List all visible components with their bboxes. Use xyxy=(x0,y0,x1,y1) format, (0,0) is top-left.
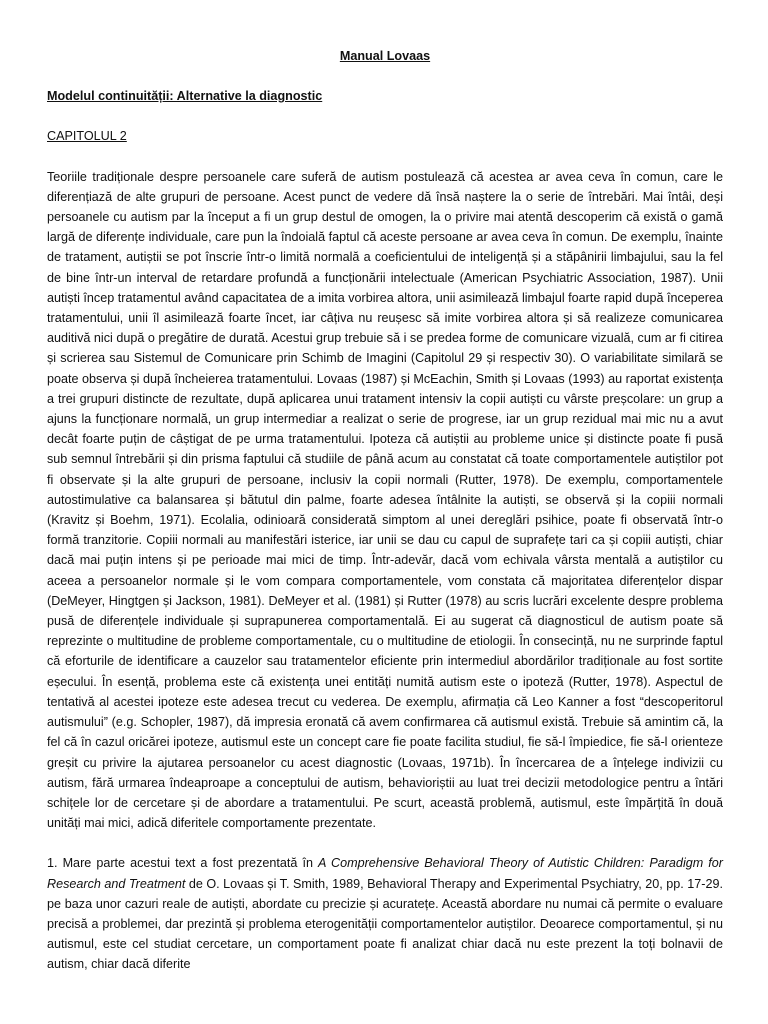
document-title: Manual Lovaas xyxy=(339,49,431,63)
chapter-heading: CAPITOLUL 2 xyxy=(47,129,127,144)
footnote-rest: de O. Lovaas și T. Smith, 1989, Behavioral Therapy and Experimental Psychiatry, 20, pp. 17-29. pe baza unor cazuri reale de autiști, abordate cu precizie și acuratețe. Această abordare nu numai că permite o evaluare precisă a problemei, dar prezintă și problema eterogenității comportamentelor autiștilor. Deoarece comportamentul, și nu autismul, este cel studiat cercetare, un comportament poate fi analizat chiar dacă nu este prezent la toți bolnavii de autism, chiar dacă diferite xyxy=(47,876,724,972)
footnote-prefix: 1. Mare parte acestui text a fost prezentată în xyxy=(47,856,319,871)
body-paragraph: Teoriile tradiționale despre persoanele care suferă de autism postulează că acestea ar avea ceva în comun, care le diferențiază de alte grupuri de persoane. Acest punct de vedere dă însă naștere la o serie de întrebări. Mai întâi, deși persoanele cu autism par la început a fi un grup destul de omogen, la o privire mai atentă descoperim că există o gamă largă de diferențe individuale, care pun la îndoială faptul că aceste persoane ar avea ceva în comun. De exemplu, înainte de tratament, autiștii se pot înscrie într-o limită normală a coeficientului de inteligență și a stăpânirii limbajului, sau la fel de bine într-un interval de retardare profundă a funcționării intelectuale (American Psychiatric Association, 1987). Unii autiști încep tratamentul având capacitatea de a imita vorbirea altora, unii asimilează limbajul foarte rapid după începerea tratamentului, unii îl asimilează foarte încet, iar câțiva nu reușesc să imite vorbirea altora și să realizeze comunicarea auditivă nici după o pregătire de durată. Acestui grup trebuie să i se predea forme de comunicare vizuală, cum ar fi citirea și scrierea sau Sistemul de Comunicare prin Schimb de Imagini (Capitolul 29 și respectiv 30). O variabilitate similară se poate observa și după încheierea tratamentului. Lovaas (1987) și McEachin, Smith și Lovaas (1993) au raportat existența a trei grupuri distincte de rezultate, după aplicarea unui tratament intensiv la copii autiști cu vârste preșcolare: un grup a ajuns la funcționare normală, un grup intermediar a realizat o serie de progrese, iar un grup rezidual mai mic nu a avut decât foarte puțin de câștigat de pe urma tratamentului. Ipoteza că autiștii au probleme unice și distincte poate fi pusă sub semnul întrebării și din prisma faptului că studiile de până acum au constatat că toate comportamentele autiștilor pot fi observate și la alte grupuri de persoane, inclusiv la copii normali (Rutter, 1978). De exemplu, comportamentele autostimulative ca balansarea și bătutul din palme, foarte adesea întâlnite la autiști, se observă și la copiii normali (Kravitz și Boehm, 1971). Ecolalia, odinioară considerată simptom al unei dereglări psihice, poate fi observată într-o formă tranzitorie. Copiii normali au manifestări isterice, iar unii se dau cu capul de suprafețe tari ca și copiii autiști, chiar dacă mai puțin intens și pe perioade mai mici de timp. Într-adevăr, dacă vom echivala vârsta mentală a autiștilor cu aceea a persoanelor normale și le vom compara comportamentele, vom constata că majoritatea diferențelor dispar (DeMeyer, Hingtgen și Jackson, 1981). DeMeyer et al. (1981) și Rutter (1978) au scris lucrări excelente despre problema pusă de diferențele individuale și suprapunerea comportamentală. Ei au sugerat că diagnosticul de autism poate să reprezinte o multitudine de probleme comportamentale, cu o multitudine de etiologii. În consecință, nu ne surprinde faptul că eforturile de identificare a cauzelor sau tratamentelor eficiente prin intermediul abordărilor tradiționale au fost sortite eșecului. În esență, problema este că existența unei entități numită autism este o ipoteză (Rutter, 1978). Aspectul de tentativă al acestei ipoteze este adesea trecut cu vederea. De exemplu, afirmația că Leo Kanner a fost “descoperitorul autismului” (e.g. Schopler, 1987), dă impresia eronată că avem confirmarea că autismul există. Trebuie să amintim că, la fel că în cazul oricărei ipoteze, autismul este un concept care fie poate facilita studiul, fie să-l împiedice, fie să-l orienteze greșit cu privire la ajutarea persoanelor cu acest diagnostic (Lovaas, 1971b). În încercarea de a înțelege indivizii cu autism, fără urmarea îndeaproape a conceptului de autism, behavioriștii au luat trei decizii metodologice pentru a întări schițele lor de cercetare și de abordare a tratamentului. Pe scurt, această problemă, autismul, este împărțită în două unități mai mici, adică diferitele comportamente prezentate. xyxy=(47,169,723,831)
footnote-paragraph xyxy=(47,853,723,974)
footnote-book-title: A Comprehensive Behavioral Theory of Autistic Children: Paradigm for Research and Treatment xyxy=(47,856,723,891)
document-page xyxy=(47,46,723,975)
document-subtitle: Modelul continuității: Alternative la diagnostic xyxy=(47,89,323,104)
